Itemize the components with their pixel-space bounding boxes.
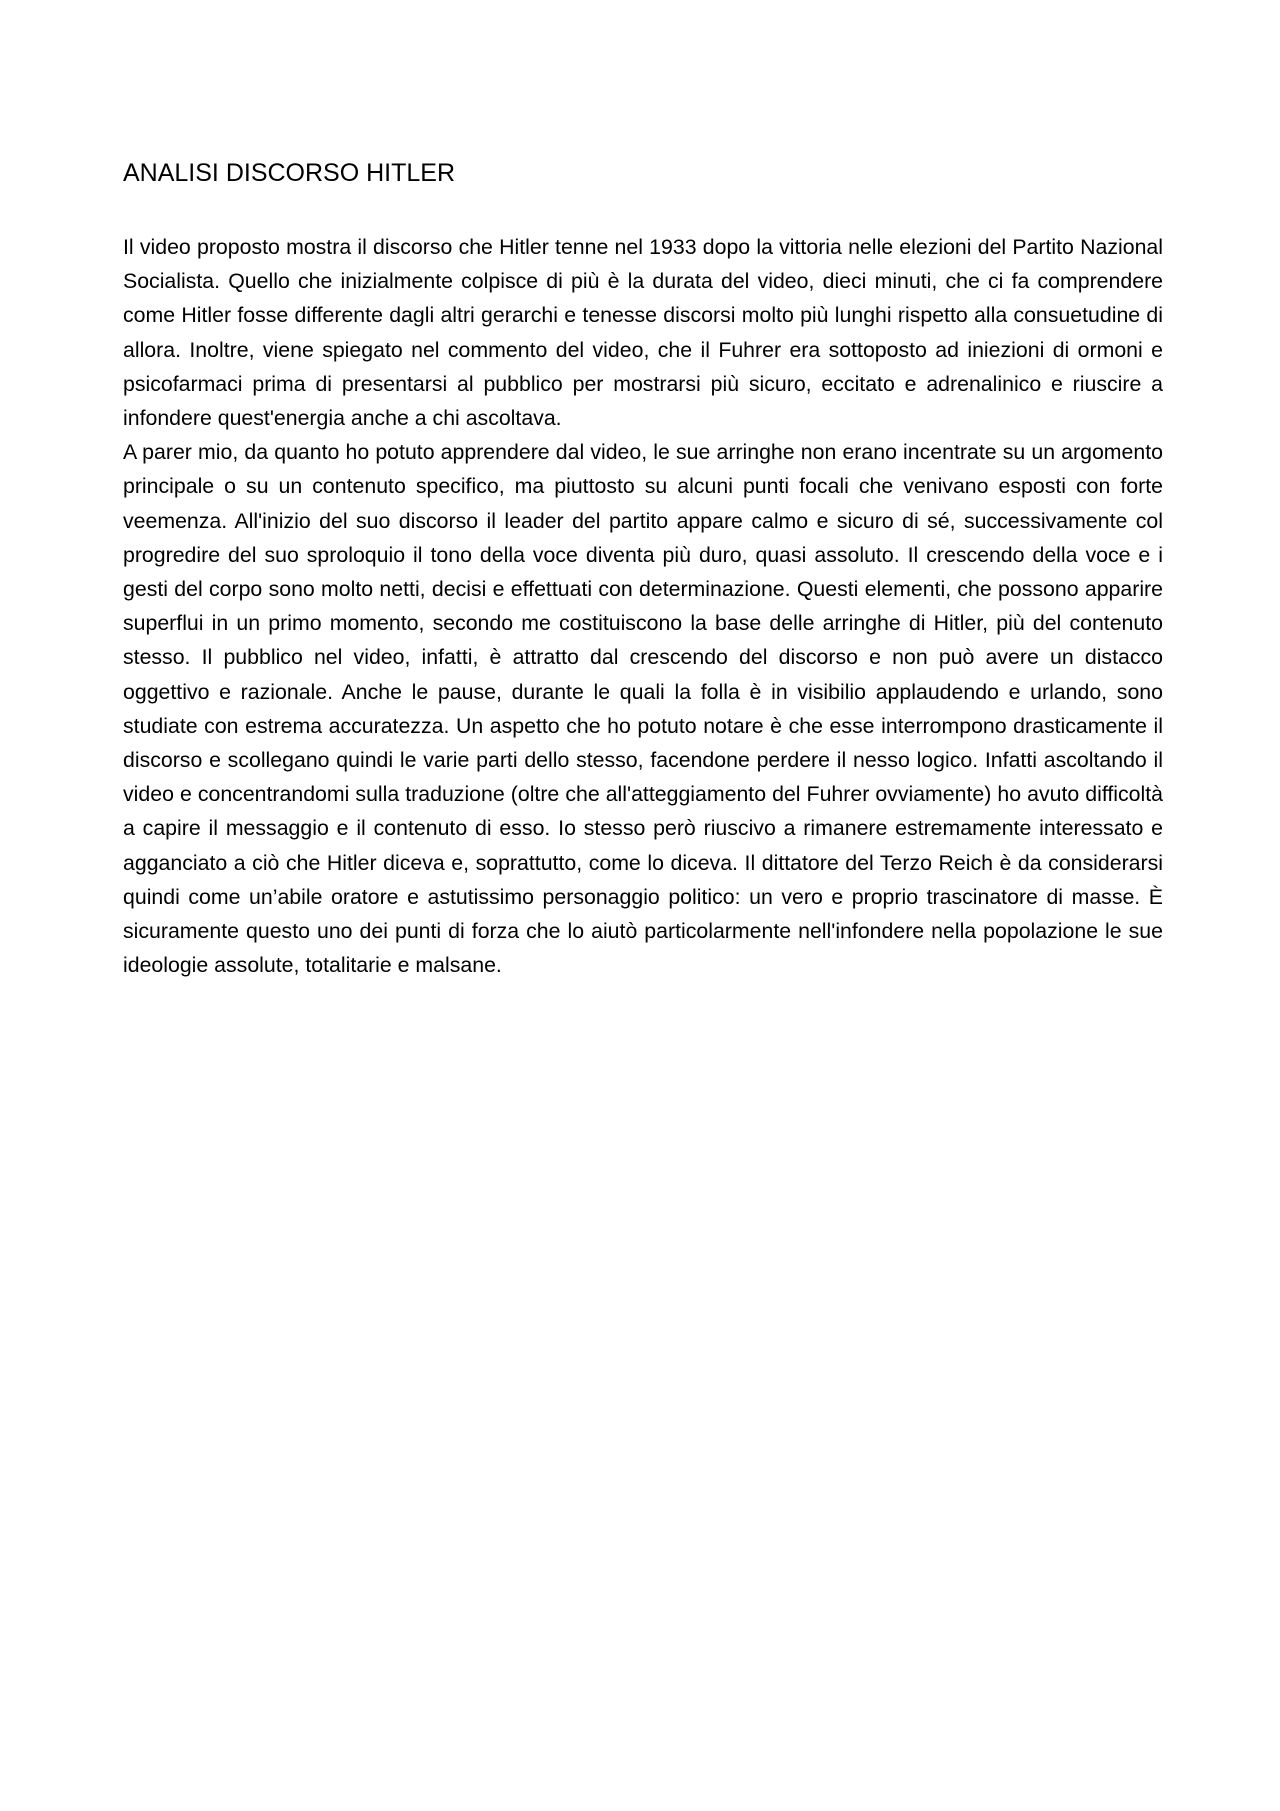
paragraph-introduction: Il video proposto mostra il discorso che Hitler tenne nel 1933 dopo la vittoria nelle elezioni del Partito Nazional Socialista. Quello che inizialmente colpisce di più è la durata del video, dieci minuti, che ci fa comprendere come Hitler fosse differente dagli altri gerarchi e tenesse discorsi molto più lunghi rispetto alla consuetudine di allora. Inoltre, viene spiegato nel commento del video, che il Fuhrer era sottoposto ad iniezioni di ormoni e psicofarmaci prima di presentarsi al pubblico per mostrarsi più sicuro, eccitato e adrenalinico e riuscire a infondere quest'energia anche a chi ascoltava. [123,235,1163,431]
paragraph-analysis: A parer mio, da quanto ho potuto apprendere dal video, le sue arringhe non erano incentrate su un argomento principale o su un contenuto specifico, ma piuttosto su alcuni punti focali che venivano esposti con forte veemenza. All'inizio del suo discorso il leader del partito appare calmo e sicuro di sé, successivamente col progredire del suo sproloquio il tono della voce diventa più duro, quasi assoluto. Il crescendo della voce e i gesti del corpo sono molto netti, decisi e effettuati con determinazione. Questi elementi, che possono apparire superflui in un primo momento, secondo me costituiscono la base delle arringhe di Hitler, più del contenuto stesso. Il pubblico nel video, infatti, è attratto dal crescendo del discorso e non può avere un distacco oggettivo e razionale. Anche le pause, durante le quali la folla è in visibilio applaudendo e urlando, sono studiate con estrema accuratezza. Un aspetto che ho potuto notare è che esse interrompono drasticamente il discorso e scollegano quindi le varie parti dello stesso, facendone perdere il nesso logico. Infatti ascoltando il video e concentrandomi sulla traduzione (oltre che all'atteggiamento del Fuhrer ovviamente) ho avuto difficoltà a capire il messaggio e il contenuto di esso. Io stesso però riuscivo a rimanere estremamente interessato e agganciato a ciò che Hitler diceva e, soprattutto, come lo diceva. Il dittatore del Terzo Reich è da considerarsi quindi come un’abile oratore e astutissimo personaggio politico: un vero e proprio trascinatore di masse. È sicuramente questo uno dei punti di forza che lo aiutò particolarmente nell'infondere nella popolazione le sue ideologie assolute, totalitarie e malsane. [123,440,1163,978]
document-title: ANALISI DISCORSO HITLER [123,159,456,187]
document-body [123,156,1163,982]
